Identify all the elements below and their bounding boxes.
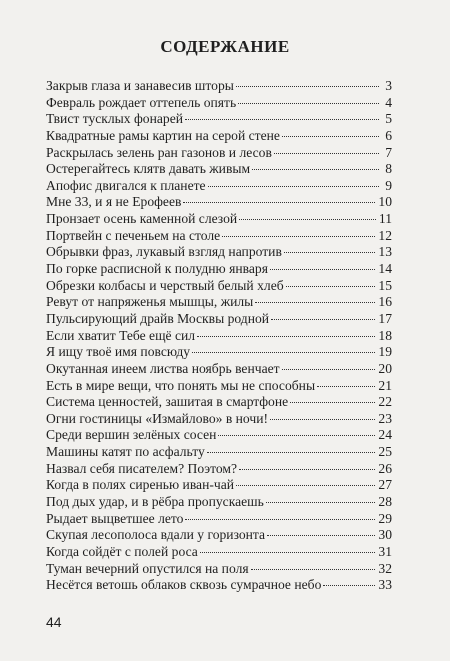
toc-entry-page: 13 [378, 244, 392, 260]
dot-leader [252, 169, 379, 170]
toc-entry-title: Закрыв глаза и занавесив шторы [46, 78, 234, 93]
toc-entry [46, 561, 392, 578]
toc-entry-page: 30 [378, 527, 392, 543]
toc-entry-title: Ревут от напряженья мышцы, жилы [46, 294, 254, 310]
toc-entry-title: Квадратные рамы картин на серой стене [46, 127, 280, 143]
toc-entry-title: Рыдает выцветшее лето [46, 510, 184, 526]
dot-leader [207, 452, 376, 453]
page-title: СОДЕРЖАНИЕ [160, 37, 290, 56]
toc-entry-page: 9 [385, 177, 392, 193]
toc-entry [46, 328, 392, 345]
toc-entry-title: Обрывки фраз, лукавый взгляд напротив [46, 244, 282, 260]
dot-leader [270, 419, 375, 420]
toc-entry [46, 128, 392, 145]
toc-entry-title: Остерегайтесь клятв давать живым [46, 161, 251, 177]
toc-entry-title: По горке расписной к полудню января [46, 261, 268, 277]
toc-entry [46, 544, 392, 561]
toc-entry-title: Система ценностей, зашитая в смартфоне [46, 394, 289, 410]
toc-entry [46, 211, 392, 228]
dot-leader [208, 186, 379, 187]
dot-leader [255, 302, 375, 303]
toc-entry [46, 378, 392, 395]
toc-entry [46, 411, 392, 428]
toc-entry-title: Обрезки колбасы и черствый белый хлеб [46, 277, 284, 293]
toc-entry [46, 228, 392, 245]
dot-leader [185, 519, 375, 520]
dot-leader [290, 402, 375, 403]
toc-entry-page: 7 [385, 144, 392, 160]
dot-leader [251, 569, 376, 570]
dot-leader [270, 269, 375, 270]
toc-entry [46, 344, 392, 361]
dot-leader [218, 435, 375, 436]
toc-entry-page: 24 [378, 427, 392, 443]
dot-leader [192, 352, 375, 353]
toc-entry-title: Окутанная инеем листва ноябрь венчает [46, 360, 280, 376]
toc-entry-title: Твист тусклых фонарей [46, 111, 184, 127]
toc-entry-page: 27 [378, 477, 392, 493]
toc-entry [46, 511, 392, 528]
toc-entry [46, 477, 392, 494]
toc-entry [46, 278, 392, 295]
dot-leader [238, 103, 379, 104]
toc-entry [46, 294, 392, 311]
toc-entry-title: Пронзает осень каменной слезой [46, 211, 238, 227]
toc-entry-page: 25 [378, 444, 392, 460]
toc-entry-page: 22 [378, 394, 392, 410]
dot-leader [267, 535, 375, 536]
toc-entry-page: 15 [378, 277, 392, 293]
toc-entry-title: Машины катят по асфальту [46, 444, 205, 460]
dot-leader [271, 319, 375, 320]
toc-entry [46, 577, 392, 594]
toc-entry-page: 19 [378, 344, 392, 360]
toc-entry-page: 14 [378, 261, 392, 277]
toc-entry-page: 23 [378, 410, 392, 426]
dot-leader [274, 153, 379, 154]
toc-entry [46, 394, 392, 411]
toc-entry-page: 16 [378, 294, 392, 310]
toc-entry-page: 32 [378, 560, 392, 576]
toc-entry [46, 311, 392, 328]
toc-entry [46, 527, 392, 544]
dot-leader [197, 336, 375, 337]
dot-leader [200, 552, 376, 553]
toc-entry-page: 12 [378, 227, 392, 243]
toc-entry [46, 178, 392, 195]
toc-entry-page: 28 [378, 494, 392, 510]
dot-leader [266, 502, 376, 503]
toc-entry-page: 26 [378, 460, 392, 476]
dot-leader [286, 286, 376, 287]
toc-entry-page: 3 [385, 78, 392, 93]
toc-entry-title: Раскрылась зелень ран газонов и лесов [46, 144, 272, 160]
toc-entry [46, 444, 392, 461]
dot-leader [282, 136, 379, 137]
toc-entry-page: 10 [378, 194, 392, 210]
dot-leader [183, 202, 375, 203]
dot-leader [282, 369, 376, 370]
toc-entry-page: 33 [378, 577, 392, 593]
toc-entry [46, 161, 392, 178]
dot-leader [317, 386, 375, 387]
toc-entry-title: Февраль рождает оттепель опять [46, 94, 237, 110]
dot-leader [236, 86, 379, 87]
dot-leader [323, 585, 375, 586]
toc-entry [46, 194, 392, 211]
toc-entry [46, 111, 392, 128]
toc-entry-page: 31 [378, 543, 392, 559]
toc-entry-title: Под дых удар, и в рёбра пропускаешь [46, 494, 264, 510]
toc-entry [46, 244, 392, 261]
toc-entry-page: 11 [378, 211, 392, 227]
toc-entry-title: Туман вечерний опустился на поля [46, 560, 249, 576]
toc-entry-page: 20 [378, 360, 392, 376]
toc-entry-title: Несётся ветошь облаков сквозь сумрачное небо [46, 577, 322, 593]
dot-leader [239, 469, 375, 470]
toc-entry-title: Огни гостиницы «Измайлово» в ночи! [46, 410, 268, 426]
toc-entry-page: 4 [385, 94, 392, 110]
dot-leader [236, 485, 375, 486]
toc-entry-title: Есть в мире вещи, что понять мы не способны [46, 377, 316, 393]
toc-entry-title: Когда сойдёт с полей роса [46, 543, 198, 559]
toc-entry-title: Когда в полях сиренью иван-чай [46, 477, 235, 493]
dot-leader [284, 252, 376, 253]
dot-leader [239, 219, 376, 220]
toc-entry [46, 427, 392, 444]
toc-entry-title: Пульсирующий драйв Москвы родной [46, 310, 270, 326]
toc-entry-page: 17 [378, 310, 392, 326]
toc-entry [46, 361, 392, 378]
toc-entry-page: 18 [378, 327, 392, 343]
toc-entry [46, 145, 392, 162]
toc-entry-title: Портвейн с печеньем на столе [46, 227, 221, 243]
toc-entry-title: Среди вершин зелёных сосен [46, 427, 217, 443]
toc-entry-title: Назвал себя писателем? Поэтом? [46, 460, 238, 476]
toc-entry-page: 29 [378, 510, 392, 526]
toc-entry-title: Если хватит Тебе ещё сил [46, 327, 196, 343]
page-number: 44 [46, 614, 62, 630]
toc-entry-title: Апофис двигался к планете [46, 177, 206, 193]
toc-entry-title: Я ищу твоё имя повсюду [46, 344, 191, 360]
toc-entry [46, 261, 392, 278]
dot-leader [185, 119, 379, 120]
toc-entry-page: 5 [385, 111, 392, 127]
toc-entry-page: 21 [378, 377, 392, 393]
toc-entry-page: 6 [385, 127, 392, 143]
toc-entry [46, 78, 392, 95]
toc-entry-title: Мне 33, и я не Ерофеев [46, 194, 182, 210]
toc-entry-page: 8 [385, 161, 392, 177]
toc-entry [46, 461, 392, 478]
dot-leader [222, 236, 375, 237]
table-of-contents [46, 78, 392, 594]
toc-entry [46, 95, 392, 112]
toc-entry [46, 494, 392, 511]
toc-entry-title: Скупая лесополоса вдали у горизонта [46, 527, 266, 543]
